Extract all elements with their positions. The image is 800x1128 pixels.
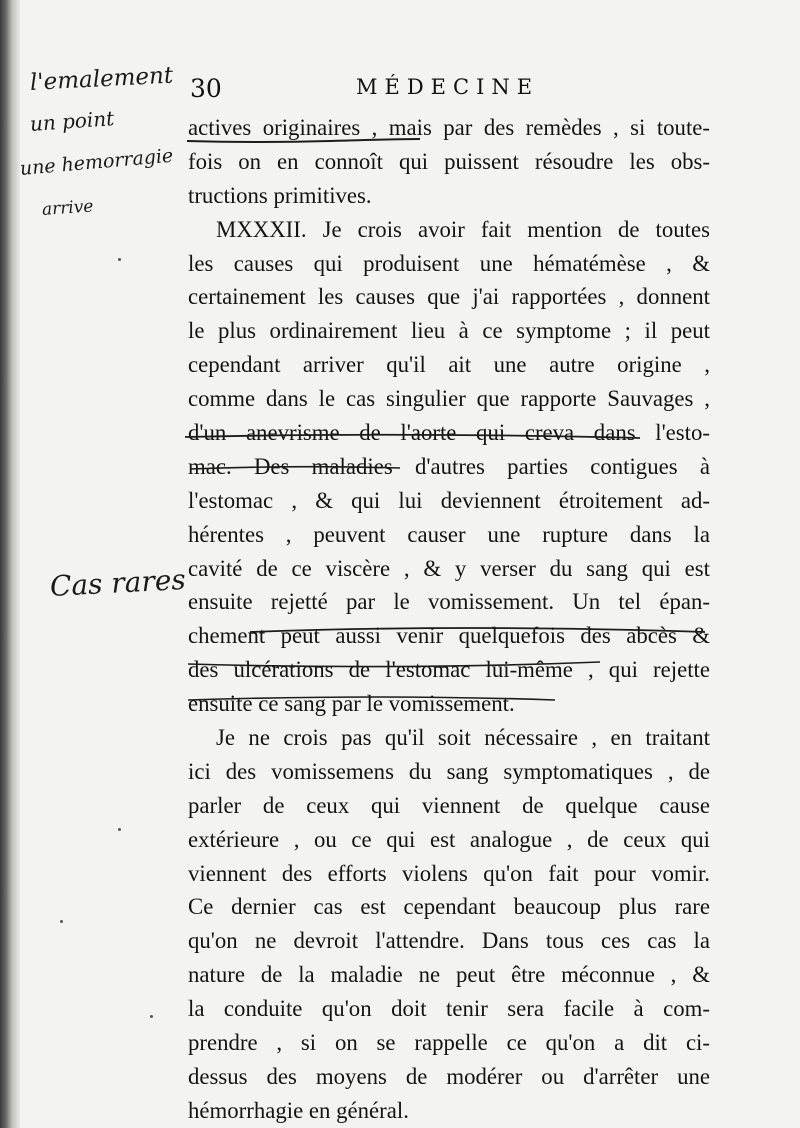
text-line: MXXXII. Je crois avoir fait mention de toutes [216, 216, 710, 242]
text-line: les causes qui produisent une hématémèse , & [188, 250, 710, 276]
text-line: parler de ceux qui viennent de quelque cause [188, 792, 710, 818]
text-line: Je ne crois pas qu'il soit nécessaire , en traitant [216, 725, 710, 751]
text-line: ici des vomissemens du sang symptomatiques , de [188, 758, 710, 784]
text-line: nature de la maladie ne peut être méconnue , & [188, 962, 710, 988]
margin-note: arrive [41, 196, 95, 220]
text-line: l'estomac , & qui lui deviennent étroitement ad- [188, 487, 710, 513]
margin-note: un point [29, 106, 115, 136]
text-line: cavité de ce viscère , & y verser du sang qui est [188, 555, 710, 581]
text-line: comme dans le cas singulier que rapporte Sauvages , [188, 386, 710, 412]
text-line: la conduite qu'on doit tenir sera facile à com- [188, 996, 710, 1022]
text-line: tructions primitives. [188, 182, 372, 208]
text-line: le plus ordinairement lieu à ce symptome ; il peut [188, 318, 710, 344]
running-head-title: MÉDECINE [356, 75, 540, 99]
text-line: d'un anevrisme de l'aorte qui creva dans l'esto- [188, 420, 710, 446]
margin-note: Cas rares [49, 562, 187, 603]
text-line: cependant arriver qu'il ait une autre origine , [188, 352, 710, 378]
paper-speck [118, 828, 121, 831]
text-line: viennent des efforts violens qu'on fait pour vomir. [188, 860, 710, 886]
text-line: qu'on ne devroit l'attendre. Dans tous ces cas la [188, 928, 710, 954]
text-line: ensuite ce sang par le vomissement. [188, 691, 515, 717]
text-line: fois on en connoît qui puissent résoudre les obs- [188, 148, 710, 174]
text-line: prendre , si on se rappelle ce qu'on a dit ci- [188, 1030, 710, 1056]
text-line: Ce dernier cas est cependant beaucoup plus rare [188, 894, 710, 920]
page-number: 30 [190, 74, 222, 103]
margin-note: l'emalement [29, 62, 174, 96]
text-line: ensuite rejetté par le vomissement. Un tel épan- [188, 589, 710, 615]
margin-note: une hemorragie [19, 144, 175, 180]
text-line: chement peut aussi venir quelquefois des abcès & [188, 623, 710, 649]
text-line: certainement les causes que j'ai rapportées , donnent [188, 284, 710, 310]
text-line: dessus des moyens de modérer ou d'arrêter une [188, 1063, 710, 1089]
text-line: actives originaires , mais par des remèdes , si toute- [188, 115, 710, 140]
text-line: des ulcérations de l'estomac lui-même , qui rejette [188, 657, 710, 683]
text-line: hémorrhagie en général. [188, 1097, 409, 1123]
text-line: mac. Des maladies d'autres parties contigues à [188, 453, 710, 479]
paper-speck [150, 1015, 153, 1018]
paper-speck [60, 920, 63, 923]
text-line: extérieure , ou ce qui est analogue , de ceux qui [188, 826, 710, 852]
text-line: hérentes , peuvent causer une rupture dans la [188, 521, 710, 547]
paper-speck [118, 258, 121, 261]
